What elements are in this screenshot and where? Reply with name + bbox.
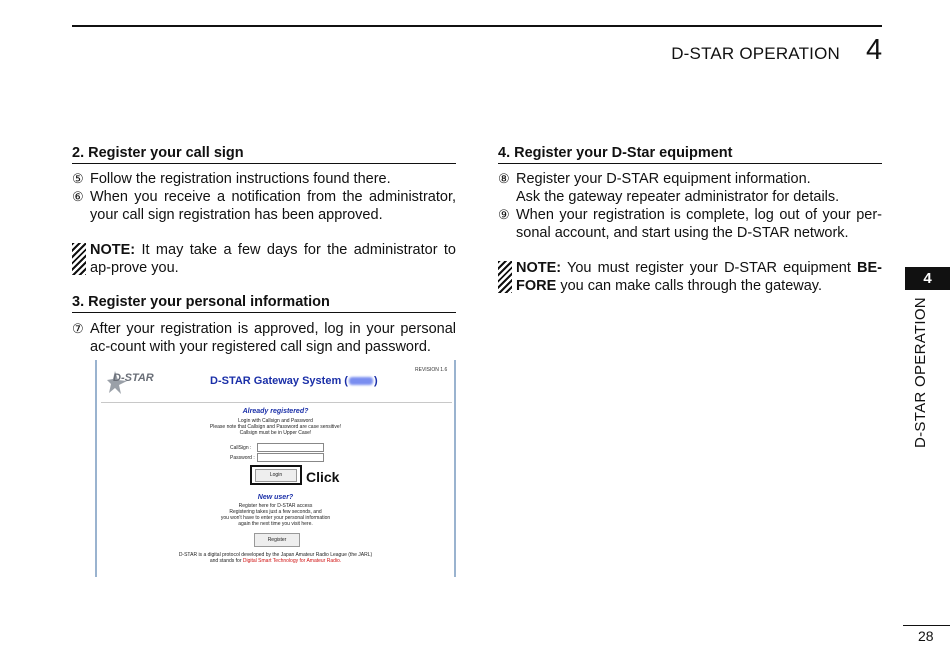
page-number-rule [903,625,950,626]
step-8-marker: ⑧ [498,171,510,186]
right-steps [498,170,882,242]
section-4-rule [498,163,882,164]
step-7-text: After your registration is approved, log in your personal ac-count with your registered call sign and password. [90,321,456,355]
register-instruction-2: Registering takes just a few seconds, and [229,509,322,515]
note-1 [72,241,456,277]
section-2-heading: 2. Register your call sign [72,145,244,161]
step-6-marker: ⑥ [72,189,84,204]
step-9-marker: ⑨ [498,207,510,222]
callsign-label: CallSign : [230,445,252,451]
step-6-text: When you receive a notification from the administrator, your call sign registration has been approved. [90,189,456,223]
step-6 [72,188,456,224]
note-1-label: NOTE: [90,242,136,258]
register-instruction-4: again the next time you visit here. [238,521,313,527]
step-7 [72,320,456,356]
note-2-body-a: You must register your D-STAR equipment [567,260,851,276]
revision-label: REVISION 1.6 [415,367,448,373]
top-rule [72,25,882,27]
already-registered-heading: Already registered? [242,408,309,415]
login-instruction-3: Callsign must be in Upper Case! [239,430,312,436]
chapter-number: 4 [866,34,883,66]
new-user-heading: New user? [257,494,294,501]
note-2-label: NOTE: [516,260,562,276]
register-button[interactable]: Register [254,533,300,547]
note-2 [498,259,882,295]
dstar-logo-text: D-STAR [113,372,154,384]
step-5-marker: ⑤ [72,171,84,186]
footer-note-2 [97,558,454,564]
footer-note-1: D-STAR is a digital protocol developed by the Japan Amateur Radio League (the JARL) [178,552,373,558]
gateway-title-pre: D-STAR Gateway System ( [210,375,348,387]
left-steps [72,170,456,224]
step-7-marker: ⑦ [72,321,84,336]
note-2-text [516,259,882,295]
note-2-before: BE-FORE [516,260,882,294]
login-instruction-1: Login with Callsign and Password [238,418,313,424]
page-number: 28 [918,628,934,644]
note-1-text [90,241,456,277]
register-instruction-1: Register here for D-STAR access [238,503,313,509]
step-7-row [72,320,456,356]
step-8-line-2: Ask the gateway repeater administrator for details. [516,189,840,205]
footer-note-2-pre: and stands for [209,558,243,564]
screenshot-divider [101,402,452,403]
register-instruction-3: you won't have to enter your personal information [220,515,331,521]
note-1-body: It may take a few days for the administrator to ap-prove you. [90,242,456,276]
step-5 [72,170,456,188]
callsign-input[interactable] [257,443,324,452]
step-9 [498,206,882,242]
step-8-text [516,170,882,206]
step-8-line-1: Register your D-STAR equipment information. [516,171,811,187]
login-button[interactable]: Login [255,469,297,482]
password-input[interactable] [257,453,324,462]
step-8 [498,170,882,206]
section-4-heading: 4. Register your D-Star equipment [498,145,733,161]
note-hatch-icon [72,243,86,275]
note-2-body-b: you can make calls through the gateway. [560,278,822,294]
password-label: Password : [230,455,255,461]
note-hatch-icon [498,261,512,293]
dstar-expansion-link[interactable]: Digital Smart Technology for Amateur Radio. [242,558,342,564]
header-title: D-STAR OPERATION [671,44,840,63]
step-5-text: Follow the registration instructions found there. [90,171,391,187]
section-3-rule [72,312,456,313]
section-3-heading: 3. Register your personal information [72,294,330,310]
gateway-screenshot [95,360,456,577]
section-2-rule [72,163,456,164]
login-instruction-2: Please note that Callsign and Password are case sensitive! [209,424,342,430]
gateway-title-post: ) [373,375,378,387]
chapter-side-label: D-STAR OPERATION [912,297,929,448]
redacted-callsign [349,377,373,385]
click-callout: Click [306,469,340,485]
gateway-title [210,375,378,387]
step-9-text: When your registration is complete, log out of your per-sonal account, and start using the D-STAR network. [516,207,882,241]
chapter-tab: 4 [905,267,950,290]
